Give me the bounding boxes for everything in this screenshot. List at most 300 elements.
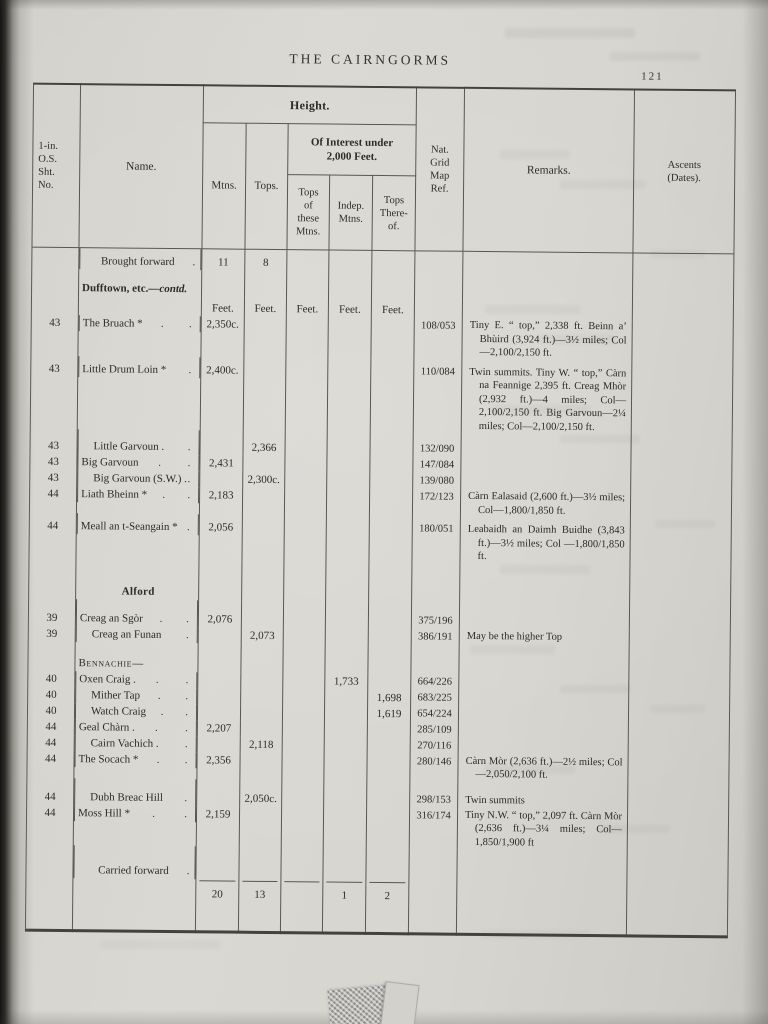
cell-mtns: 2,183 [199,487,242,514]
mountain-name: Dubh Breac Hill [90,790,163,804]
leader-dot: . [187,473,191,486]
leader-dot: . [186,612,189,625]
cell-sheet-no: 44 [29,486,76,513]
cell-tops: 2,118 [240,736,282,752]
cell-mtns [196,846,240,902]
header-mtns: Mtns. [202,123,246,249]
cell-mtns: 2,207 [197,720,240,736]
table-row-entry [31,315,733,362]
cell-name [79,269,202,297]
cell-tops-of-these [284,562,326,601]
cell-tops-of-these [283,673,325,689]
cell-tops [239,806,281,847]
cell-indep-mtns [324,780,367,807]
cell-mtns [199,561,242,600]
cell-tops [243,456,285,472]
leader-dot: . [159,612,163,625]
cell-mtns [197,779,240,806]
cell-ascents [632,320,733,361]
cell-ascents [629,631,730,648]
cell-sheet-no: 43 [30,470,77,486]
cell-name [75,687,197,704]
cell-sheet-no: 44 [29,513,76,560]
summary-label: Brought forward [100,255,175,269]
top-edge-shadow [0,0,768,10]
cell-ascents [630,518,731,565]
leader-dot: . [152,807,156,820]
cell-indep-mtns [328,272,371,299]
leader-dot: . [185,673,189,686]
cell-sheet-no [32,247,79,269]
table-body [25,247,734,937]
cell-name [75,735,197,752]
cell-indep-mtns [323,807,366,848]
cell-grid-ref: 180/051 [412,516,460,563]
cell-name [74,778,196,806]
cell-indep-mtns [326,562,369,601]
cell-sheet-no: 40 [28,670,75,686]
cell-name [75,642,198,672]
cell-tops-of-these [285,431,327,456]
cell-spacer [72,901,195,932]
cell-grid-ref: 110/084 [413,359,462,433]
cell-grid-ref: 132/090 [413,432,461,457]
cell-tops-of-these [282,705,324,721]
mountain-name: Watch Craig [90,704,147,718]
cell-spacer [365,904,408,934]
cell-tops-thereof [367,780,410,807]
mountain-table [25,83,736,939]
leader-dot: . [186,521,190,534]
cell-tops-of-these: Feet. [286,298,328,317]
section-title-suffix: —contd. [148,282,188,296]
cell-remarks [457,849,628,907]
mountain-name: Oxen Craig . [79,672,136,686]
leader-dot: . [188,363,192,376]
cell-sheet-no [29,559,76,598]
cell-spacer [238,903,280,933]
cell-tops [241,643,283,672]
section-title: Bennachie— [78,656,144,670]
cell-tops-of-these [285,456,327,472]
cell-tops-thereof [369,516,412,563]
mountain-name: Liath Bheinn * [81,488,148,501]
header-remarks: Remarks. [463,88,635,253]
cell-tops-thereof [370,473,413,489]
cell-tops-thereof [368,628,411,644]
cell-ascents [627,810,728,851]
cell-mtns: Feet. [201,297,244,316]
cell-tops-of-these [282,737,324,753]
leader-dot: . [184,791,188,804]
cell-sheet-no: 39 [28,625,75,641]
cell-mtns: 2,056 [199,514,242,561]
cell-remarks: May be the higher Top [459,629,629,647]
cell-ascents [630,565,731,605]
header-grid-ref: Nat. Grid Map Ref. [415,87,465,251]
cell-grid-ref [409,848,458,904]
cell-name [77,470,199,487]
cell-grid-ref [414,299,462,318]
cell-grid-ref: 172/123 [412,489,460,516]
cell-tops [239,847,282,903]
cell-indep-mtns [325,689,368,705]
cell-remarks [463,273,633,302]
cell-name [76,599,198,627]
cell-indep-mtns [328,318,371,359]
cell-grid-ref [415,251,463,273]
cell-mtns: 2,350c. [201,316,244,357]
leader-dot: . [155,721,158,734]
cell-name [75,703,197,720]
cell-indep-mtns [326,516,369,563]
cell-grid-ref: 683/225 [411,690,459,706]
cell-mtns [200,471,243,487]
cell-tops-of-these [283,628,325,644]
cell-tops-thereof [369,489,412,516]
cell-grid-ref: 375/196 [411,602,459,629]
cell-name [73,845,195,879]
mountain-name: The Socach * [78,752,139,766]
cell-name [75,719,197,736]
cell-mtns: 2,356 [197,752,240,779]
cell-tops-thereof [368,644,411,673]
mountain-name: Creag an Funan [91,627,162,641]
leader-dot: . [185,689,189,702]
cell-ascents [628,756,729,784]
cell-tops-thereof [371,318,414,359]
section-title: Alford [121,585,155,598]
cell-name [77,429,199,455]
leader-dot: . [156,753,160,766]
cell-remarks: Càrn Ealasaid (2,600 ft.)—3½ miles; Col—1,800/1,850 ft. [460,490,630,519]
cell-remarks [459,674,629,692]
cell-remarks [459,645,629,676]
mountain-name: Little Drum Loin * [82,362,167,376]
cell-tops-thereof [371,272,414,299]
cell-ascents [631,434,732,460]
cell-sheet-no: 43 [30,454,77,470]
leader-dot: . [187,441,191,454]
cell-tops [242,488,284,515]
cell-tops [244,317,286,358]
cell-tops-of-these [281,807,323,848]
header-ascents: Ascents (Dates). [633,89,736,253]
cell-remarks [461,433,631,460]
cell-spacer [322,903,365,933]
mountain-name: The Bruach * [82,317,143,330]
bookmark-flap [380,981,419,1024]
cell-remarks: Tiny E. “ top,” 2,338 ft. Beinn a’ Bhùird (3,924 ft.)—3½ miles; Col—2,100/2,150 ft. [462,319,632,361]
cell-tops [243,357,286,431]
cell-ascents [631,361,733,435]
header-tops: Tops. [245,123,288,249]
header-tops-of-these: Tops of these Mtns. [287,175,330,250]
cell-mtns [198,672,241,688]
cell-remarks [461,474,631,492]
leader-dot: . [162,488,166,501]
cell-grid-ref: 139/080 [413,473,461,489]
cell-tops-thereof [367,737,410,753]
carried-label: Carried forward [98,864,169,878]
cell-tops-thereof [366,807,409,848]
header-height-group: Height. [203,85,416,125]
cell-remarks [460,563,630,604]
cell-tops [241,672,283,688]
mountain-name: Moss Hill * [77,806,131,820]
cell-mtns: 2,076 [198,600,241,627]
leader-dot: . [158,456,162,469]
leader-dot: . [184,753,188,766]
cell-tops: 2,073 [241,627,283,643]
cell-ascents [631,475,732,492]
page-number: 121 [641,70,664,83]
header-tops-thereof: Tops There- of. [372,175,416,250]
cell-name [75,671,197,688]
cell-tops-of-these [283,644,325,673]
header-name: Name. [79,84,204,249]
cell-ascents [629,676,730,693]
cell-grid-ref: 285/109 [410,722,458,738]
cell-tops [244,271,286,298]
cell-sheet-no [28,641,75,670]
cell-tops [241,600,283,627]
cell-mtns [197,736,240,752]
cell-spacer [195,902,238,932]
cell-indep-mtns [324,737,367,753]
leader-dot: . [186,865,190,878]
cell-tops-thereof [367,721,410,737]
mountain-name: Mither Tap [91,688,141,702]
cell-tops: Feet. [244,298,286,317]
cell-name [74,751,196,768]
cell-tops [240,704,282,720]
cell-name [77,486,199,503]
leader-dot: . [184,807,188,820]
leader-dot: . [157,689,161,702]
leader-dot: . [184,737,188,750]
cell-mtns: 2,431 [200,455,243,471]
cell-tops-of-these [283,601,325,628]
right-edge-shadow [742,0,768,1024]
cell-mtns [198,688,241,704]
mountain-name: Creag an Sgòr [79,611,143,625]
header-sheet-no: 1-in. O.S. Sht. No. [32,84,81,248]
cell-tops: 2,050c. [240,779,282,806]
table-header [32,84,736,254]
leader-dot: . [187,457,191,470]
table-row-entry [29,513,731,566]
cell-indep-mtns [324,705,367,721]
leader-dot: . [187,489,191,502]
mountain-name: Big Garvoun (S.W.) . [93,472,188,486]
leader-dot: . [185,628,189,641]
cell-tops-of-these [283,689,325,705]
cell-spacer [280,903,322,933]
cell-name [77,513,199,535]
cell-ascents [629,647,730,677]
cell-tops-of-these [287,250,329,272]
carried-total [284,881,319,902]
cell-name [77,454,199,471]
cell-tops-of-these [284,488,326,515]
leader-dot: . [185,705,189,718]
cell-remarks: Leabaidh an Daimh Buidhe (3,843 ft.)—3½ miles; Col —1,800/1,850 ft. [460,517,630,565]
cell-name [76,560,199,600]
cell-ascents [628,724,729,741]
cell-ascents [631,459,732,476]
carried-total: 2 [369,882,405,903]
cell-tops [240,720,282,736]
cell-ascents [633,274,734,302]
cell-tops-thereof [366,848,410,904]
cell-indep-mtns [324,753,367,780]
cell-tops-thereof: 1,698 [368,689,411,705]
cell-sheet-no: 43 [30,429,77,454]
leader-dot: . [160,317,164,330]
cell-grid-ref [415,272,463,299]
cell-spacer [25,901,72,931]
cell-tops-thereof [368,601,411,628]
cell-ascents [629,604,730,632]
mountain-name: Meall an t-Seangain * [80,520,178,534]
cell-remarks [459,602,629,631]
cell-sheet-no: 44 [27,750,74,777]
running-head: THE CAIRNGORMS [289,51,452,68]
cell-tops-thereof: 1,619 [367,705,410,721]
cell-ascents [628,783,729,811]
cell-spacer [408,904,456,934]
cell-indep-mtns [324,721,367,737]
cell-indep-mtns [325,644,368,673]
cell-tops-of-these [285,358,328,432]
cell-grid-ref: 270/116 [410,738,458,754]
cell-grid-ref: 316/174 [409,808,457,849]
leader-dot: . [188,318,192,331]
cell-indep-mtns [325,601,368,628]
cell-sheet-no [26,845,74,901]
cell-tops-thereof [370,358,414,432]
cell-grid-ref: 664/226 [411,674,459,690]
cell-tops-thereof [370,432,413,457]
cell-ascents [629,692,730,709]
cell-indep-mtns: 1,733 [325,673,368,689]
cell-tops [241,688,283,704]
leader-dot: . [185,721,188,734]
cell-name [76,626,198,643]
cell-tops [242,561,284,600]
cell-spacer [626,906,727,936]
cell-mtns [198,627,241,643]
cell-remarks [461,458,631,476]
cell-tops-of-these [284,515,326,562]
cell-sheet-no: 44 [26,804,73,845]
cell-indep-mtns: Feet. [328,299,371,318]
cell-name [74,805,196,822]
mountain-name: Cairn Vachich . [90,736,159,750]
cell-remarks [462,300,632,321]
cell-remarks [458,738,628,756]
cell-sheet-no: 43 [30,355,78,429]
cell-mtns: 2,400c. [200,357,244,431]
cell-ascents [630,491,731,519]
cell-sheet-no: 43 [31,315,78,356]
mountain-name: Geal Chàrn . [78,720,135,734]
table-row-carried [26,845,729,908]
cell-sheet-no: 44 [27,718,74,734]
mountain-name: Little Garvoun . [93,440,165,453]
leader-dot: . [192,256,196,269]
cell-name [78,356,200,378]
cell-indep-mtns [325,628,368,644]
header-indep-mtns: Indep. Mtns. [329,175,373,250]
cell-indep-mtns [326,489,369,516]
cell-sheet-no: 39 [28,598,75,625]
cell-tops: 8 [245,249,287,271]
cell-ascents [633,253,734,275]
section-title: Dufftown, etc. [82,282,149,295]
cell-indep-mtns [327,432,370,457]
cell-tops: 2,300c. [243,472,285,488]
cell-grid-ref: 386/191 [411,629,459,645]
cell-grid-ref [412,563,460,602]
cell-remarks [458,722,628,740]
cell-grid-ref: 108/053 [414,318,462,359]
cell-tops-of-these [286,271,328,298]
cell-sheet-no: 44 [27,734,74,750]
cell-grid-ref: 298/153 [410,781,458,808]
cell-tops-of-these [282,753,324,780]
cell-remarks: Tiny N.W. “ top,” 2,097 ft. Càrn Mòr (2,636 ft.)—3¼ miles; Col—1,850/1,900 ft [457,808,627,850]
cell-name [79,248,201,270]
cell-remarks [458,706,628,724]
cell-tops [242,515,284,562]
cell-ascents [628,740,729,757]
cell-tops: 2,366 [243,431,285,456]
cell-ascents [628,708,729,725]
cell-tops-of-these [285,472,327,488]
cell-ascents [627,850,729,907]
table-row-section [29,559,731,605]
cell-remarks: Càrn Mòr (2,636 ft.)—2½ miles; Col—2,050/2,100 ft. [458,754,628,783]
cell-tops-of-these [282,721,324,737]
cell-mtns: 2,159 [196,806,239,847]
cell-remarks [463,251,633,274]
cell-grid-ref: 654/224 [410,706,458,722]
cell-tops-of-these [282,780,324,807]
cell-spacer [456,905,626,936]
cell-sheet-no: 44 [27,777,74,804]
cell-tops-thereof [369,562,412,601]
cell-indep-mtns [327,358,371,432]
cell-grid-ref [411,645,459,674]
cell-tops-of-these [286,317,328,358]
carried-total: 20 [199,880,235,901]
cell-indep-mtns [327,457,370,473]
cell-name [79,315,201,332]
cell-sheet-no: 40 [27,702,74,718]
cell-tops-thereof [372,250,415,272]
cell-tops-thereof [370,457,413,473]
carried-total: 1 [326,882,362,903]
cell-mtns [202,270,245,297]
cell-name [78,296,201,316]
carried-total: 13 [242,881,277,902]
mountain-name: Big Garvoun [81,456,139,469]
cell-mtns [200,430,243,455]
cell-remarks: Twin summits [458,781,628,810]
cell-tops-thereof [368,673,411,689]
